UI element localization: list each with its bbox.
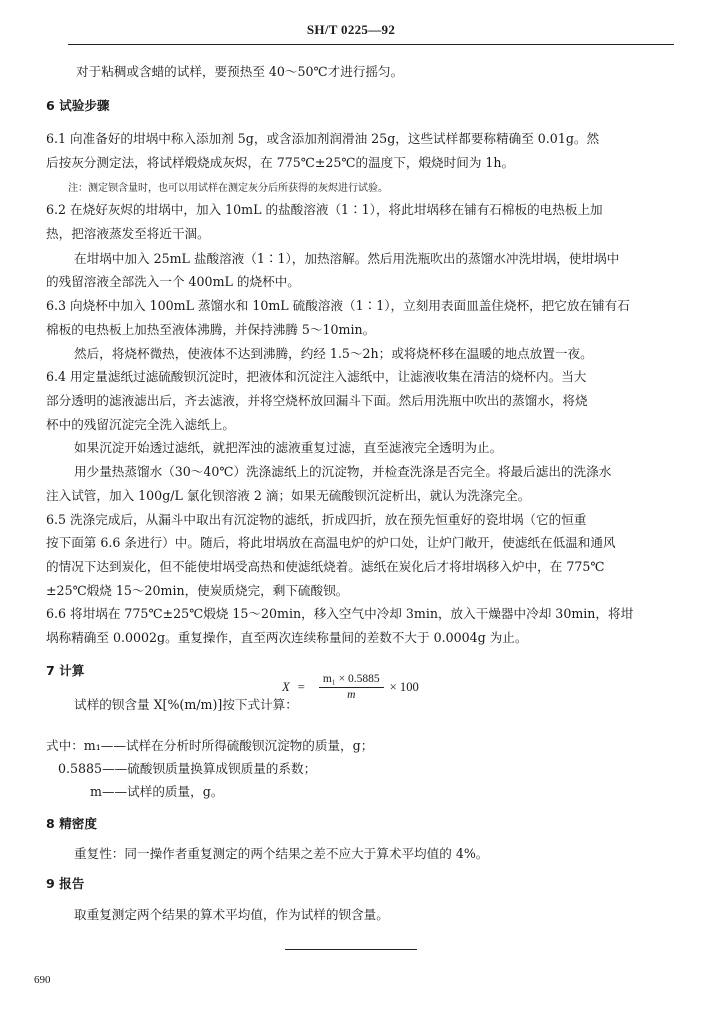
text-line: 后按灰分测定法，将试样煅烧成灰烬，在 775℃±25℃的温度下，煅烧时间为 1h。 (46, 155, 515, 170)
text-line: 的残留溶液全部洗入一个 400mL 的烧杯中。 (46, 274, 300, 289)
text-line: 6.2 在烧好灰烬的坩埚中，加入 10mL 的盐酸溶液（1∶1），将此坩埚移在铺有石棉板的电热板上加 (46, 202, 603, 217)
formula-fraction (319, 673, 384, 701)
page-header: SH/T 0225—92 (306, 22, 396, 37)
text-line: 取重复测定两个结果的算术平均值，作为试样的钡含量。 (74, 907, 389, 922)
text-line: 如果沉淀开始透过滤纸，就把浑浊的滤液重复过滤，直至滤液完全透明为止。 (74, 440, 503, 455)
text-line: 按下面第 6.6 条进行）中。随后，将此坩埚放在高温电炉的炉口处，让炉门敞开，使滤纸在低温和通风 (46, 535, 616, 550)
page-number: 690 (34, 974, 51, 986)
text-line: 6.4 用定量滤纸过滤硫酸钡沉淀时，把液体和沉淀注入滤纸中，让滤液收集在清洁的烧杯内。当大 (46, 369, 587, 384)
text-line: 6.3 向烧杯中加入 100mL 蒸馏水和 10mL 硫酸溶液（1∶1），立刻用表面皿盖住烧杯，把它放在铺有石 (46, 298, 630, 313)
text-line: 部分透明的滤液滤出后，齐去滤液，并将空烧杯放回漏斗下面。然后用洗瓶中吹出的蒸馏水，将烧 (46, 393, 588, 408)
text-line: 然后，将烧杯微热，使液体不达到沸腾，约经 1.5～2h；或将烧杯移在温暖的地点放置一夜。 (74, 346, 593, 361)
barium-formula (282, 673, 419, 701)
text-line: m——试样的质量，g。 (90, 784, 224, 799)
text-line: 对于粘稠或含蜡的试样，要预热至 40～50℃才进行摇匀。 (76, 64, 404, 79)
text-line: 6.5 洗涤完成后，从漏斗中取出有沉淀物的滤纸，折成四折，放在预先恒重好的瓷坩埚（它的恒重 (46, 512, 587, 527)
text-line: 重复性：同一操作者重复测定的两个结果之差不应大于算术平均值的 4%。 (74, 846, 489, 861)
formula-lhs: X (282, 679, 290, 694)
text-line: 杯中的残留沉淀完全洗入滤纸上。 (46, 417, 235, 432)
note-line: 注：测定钡含量时，也可以用试样在测定灰分后所获得的灰烬进行试验。 (68, 183, 388, 194)
header-rule (68, 44, 674, 45)
text-line: ±25℃煅烧 15～20min，使炭质烧完，剩下硫酸钡。 (46, 583, 349, 598)
text-line: 0.5885——硫酸钡质量换算成钡质量的系数； (58, 761, 317, 776)
section-heading: 7 计算 (46, 663, 85, 678)
section-heading: 6 试验步骤 (46, 98, 110, 113)
formula-times: × 100 (389, 679, 419, 694)
footer-rule (285, 949, 417, 950)
text-line: 6.1 向准备好的坩埚中称入添加剂 5g，或含添加剂润滑油 25g，这些试样都要称精确至 0.01g。然 (46, 131, 600, 146)
text-line: 棉板的电热板上加热至液体沸腾，并保持沸腾 5～10min。 (46, 322, 376, 337)
formula-numerator: m₁ × 0.5885 (319, 673, 384, 688)
text-line: 注入试管，加入 100g/L 氯化钡溶液 2 滴；如果无硫酸钡沉淀析出，就认为洗涤完全。 (46, 488, 531, 503)
text-line: 热，把溶液蒸发至将近干涸。 (46, 226, 210, 241)
text-line: 的情况下达到炭化，但不能使坩埚受高热和使滤纸烧着。滤纸在炭化后才将坩埚移入炉中，在 775℃ (46, 559, 605, 574)
formula-denominator: m (347, 689, 356, 701)
text-line: 试样的钡含量 X[%(m/m)]按下式计算： (74, 697, 298, 712)
section-heading: 9 报告 (46, 876, 85, 891)
text-line: 6.6 将坩埚在 775℃±25℃煅烧 15～20min，移入空气中冷却 3min，放入干燥器中冷却 30min，将坩 (46, 606, 634, 621)
section-heading: 8 精密度 (46, 816, 97, 831)
text-line: 埚称精确至 0.0002g。重复操作，直至两次连续称量间的差数不大于 0.0004g 为止。 (46, 630, 528, 645)
text-line: 用少量热蒸馏水（30～40℃）洗涤滤纸上的沉淀物，并检查洗涤是否完全。将最后滤出的洗涤水 (74, 464, 612, 479)
text-line: 在坩埚中加入 25mL 盐酸溶液（1∶1），加热溶解。然后用洗瓶吹出的蒸馏水冲洗坩埚，使坩埚中 (74, 251, 620, 266)
formula-equals: = (297, 679, 305, 694)
text-line: 式中：m₁——试样在分析时所得硫酸钡沉淀物的质量，g； (46, 738, 374, 753)
